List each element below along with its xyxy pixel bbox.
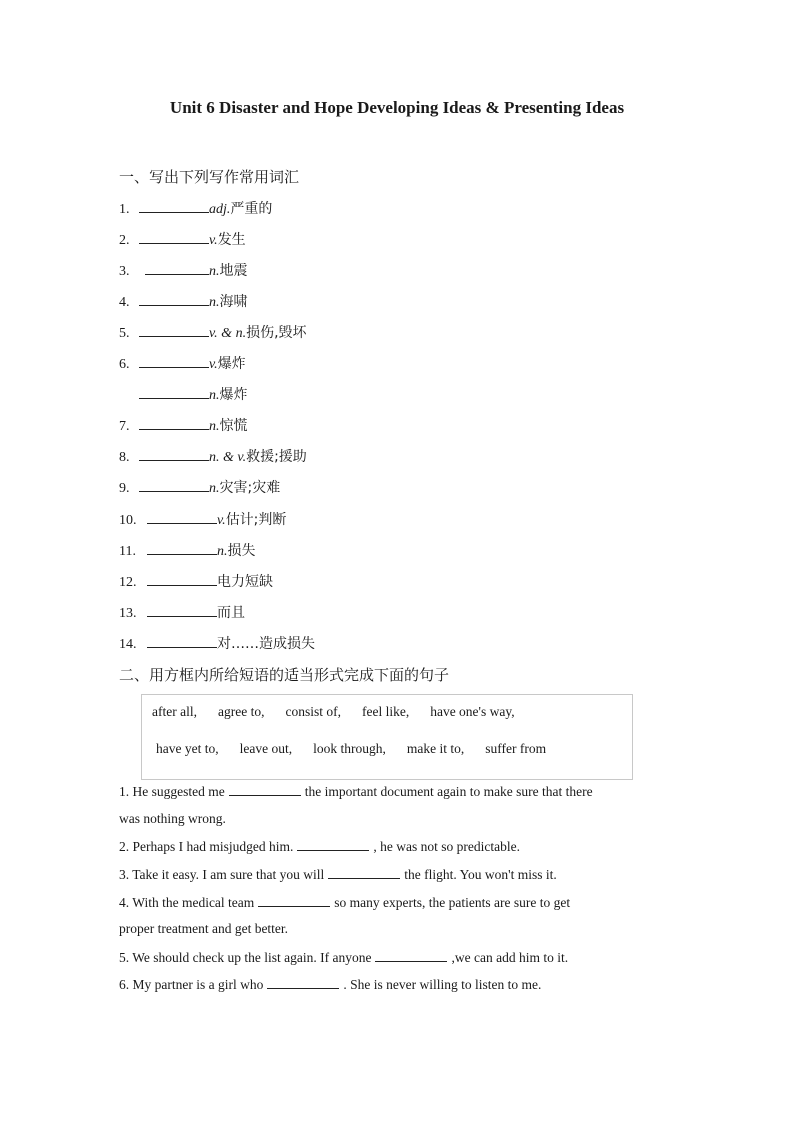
sentence-line	[119, 949, 568, 966]
part-of-speech: adj.	[209, 202, 231, 217]
sentence-line	[119, 921, 288, 937]
phrase-item: agree to,	[217, 704, 265, 719]
phrase-box	[141, 694, 633, 780]
vocab-meaning: 爆炸	[219, 387, 248, 403]
vocab-item	[119, 602, 245, 622]
sentence-text: 2. Perhaps I had misjudged him.	[119, 839, 294, 854]
phrase-row-2	[156, 741, 567, 757]
answer-blank[interactable]	[297, 838, 369, 851]
sentence-text: so many experts, the patients are sure to get	[334, 895, 571, 910]
vocab-meaning: 电力短缺	[217, 574, 273, 590]
sentence-text: . She is never willing to listen to me.	[343, 977, 542, 992]
answer-blank[interactable]	[328, 866, 400, 879]
sentence-text: 3. Take it easy. I am sure that you will	[119, 867, 325, 882]
part-of-speech: n.	[209, 264, 220, 279]
answer-blank[interactable]	[147, 604, 217, 617]
answer-blank[interactable]	[147, 635, 217, 648]
part-of-speech: v.	[217, 513, 226, 528]
sentence-line	[119, 838, 520, 855]
vocab-item	[119, 415, 248, 435]
answer-blank[interactable]	[139, 355, 209, 368]
vocab-number: 5.	[119, 326, 130, 341]
answer-blank[interactable]	[139, 200, 209, 213]
vocab-item	[119, 322, 307, 342]
vocab-number: 11.	[119, 544, 136, 559]
sentence-text: 6. My partner is a girl who	[119, 977, 264, 992]
vocab-meaning: 估计;判断	[225, 512, 287, 528]
section-2-heading: 二、用方框内所给短语的适当形式完成下面的句子	[119, 666, 450, 684]
answer-blank[interactable]	[147, 542, 217, 555]
vocab-item	[119, 260, 248, 280]
phrase-item: look through,	[313, 741, 386, 756]
vocab-number: 12.	[119, 575, 137, 590]
sentence-text: 4. With the medical team	[119, 895, 255, 910]
vocab-meaning: 发生	[217, 232, 246, 248]
part-of-speech: n.	[217, 544, 228, 559]
vocab-number: 4.	[119, 295, 130, 310]
vocab-number: 3.	[119, 264, 130, 279]
phrase-item: feel like,	[361, 704, 410, 719]
sentence-line	[119, 976, 541, 993]
part-of-speech: v.	[209, 233, 218, 248]
sentence-text: proper treatment and get better.	[119, 921, 289, 936]
sentence-text: the flight. You won't miss it.	[404, 867, 557, 882]
sentence-text: ,we can add him to it.	[451, 950, 569, 965]
phrase-item: suffer from	[485, 741, 547, 756]
answer-blank[interactable]	[139, 479, 209, 492]
vocab-number: 2.	[119, 233, 130, 248]
vocab-number: 7.	[119, 419, 130, 434]
phrase-row-1	[152, 704, 536, 720]
vocab-meaning: 对……造成损失	[217, 636, 315, 652]
part-of-speech: n.	[209, 388, 220, 403]
answer-blank[interactable]	[139, 386, 209, 399]
vocab-meaning: 灾害;灾难	[219, 480, 281, 496]
sentence-text: the important document again to make sure that there	[304, 784, 593, 799]
answer-blank[interactable]	[139, 293, 209, 306]
vocab-meaning: 严重的	[230, 201, 273, 217]
vocab-item	[119, 353, 246, 373]
vocab-item	[119, 229, 246, 249]
vocab-number: 1.	[119, 202, 130, 217]
vocab-meaning: 爆炸	[217, 356, 246, 372]
part-of-speech: v.	[209, 357, 218, 372]
answer-blank[interactable]	[139, 231, 209, 244]
answer-blank[interactable]	[147, 511, 217, 524]
answer-blank[interactable]	[375, 949, 447, 962]
answer-blank[interactable]	[147, 573, 217, 586]
vocab-meaning: 损失	[227, 543, 256, 559]
sentence-line	[119, 866, 557, 883]
answer-blank[interactable]	[145, 262, 209, 275]
vocab-number: 14.	[119, 637, 137, 652]
answer-blank[interactable]	[258, 894, 330, 907]
sentence-line	[119, 811, 226, 827]
sentence-line	[119, 894, 570, 911]
vocab-meaning: 惊慌	[219, 418, 248, 434]
vocab-number: 8.	[119, 450, 130, 465]
part-of-speech: n. & v.	[209, 450, 247, 465]
vocab-meaning: 地震	[219, 263, 248, 279]
sentence-line	[119, 783, 593, 800]
phrase-item: after all,	[152, 704, 197, 719]
vocab-meaning: 而且	[217, 605, 245, 621]
vocab-meaning: 海啸	[219, 294, 248, 310]
vocab-meaning: 救援;援助	[246, 449, 307, 465]
answer-blank[interactable]	[139, 417, 209, 430]
answer-blank[interactable]	[139, 324, 209, 337]
vocab-item	[119, 291, 248, 311]
sentence-text: 5. We should check up the list again. If anyone	[119, 950, 372, 965]
vocab-item	[119, 633, 315, 653]
answer-blank[interactable]	[267, 976, 339, 989]
vocab-item	[119, 477, 280, 497]
sentence-text: 1. He suggested me	[119, 784, 225, 799]
part-of-speech: n.	[209, 295, 220, 310]
vocab-item	[119, 198, 272, 218]
page-title: Unit 6 Disaster and Hope Developing Ideas & Presenting Ideas	[169, 98, 625, 117]
part-of-speech: n.	[209, 419, 220, 434]
vocab-number: 6.	[119, 357, 130, 372]
vocab-number: 13.	[119, 606, 137, 621]
phrase-item: make it to,	[406, 741, 465, 756]
vocab-meaning: 损伤,毁坏	[246, 325, 307, 341]
sentence-text: , he was not so predictable.	[373, 839, 520, 854]
vocab-number: 9.	[119, 481, 130, 496]
part-of-speech: v. & n.	[209, 326, 247, 341]
sentence-text: was nothing wrong.	[119, 811, 226, 826]
vocab-item	[119, 540, 256, 560]
vocab-item	[119, 571, 273, 591]
phrase-item: have one's way,	[430, 704, 515, 719]
answer-blank[interactable]	[139, 448, 209, 461]
section-1-heading: 一、写出下列写作常用词汇	[119, 168, 300, 186]
vocab-item	[119, 384, 248, 404]
vocab-item	[119, 446, 307, 466]
phrase-item: leave out,	[239, 741, 293, 756]
vocab-number: 10.	[119, 513, 137, 528]
phrase-item: have yet to,	[156, 741, 219, 756]
part-of-speech: n.	[209, 481, 220, 496]
vocab-item	[119, 509, 286, 529]
answer-blank[interactable]	[229, 783, 301, 796]
phrase-item: consist of,	[285, 704, 341, 719]
